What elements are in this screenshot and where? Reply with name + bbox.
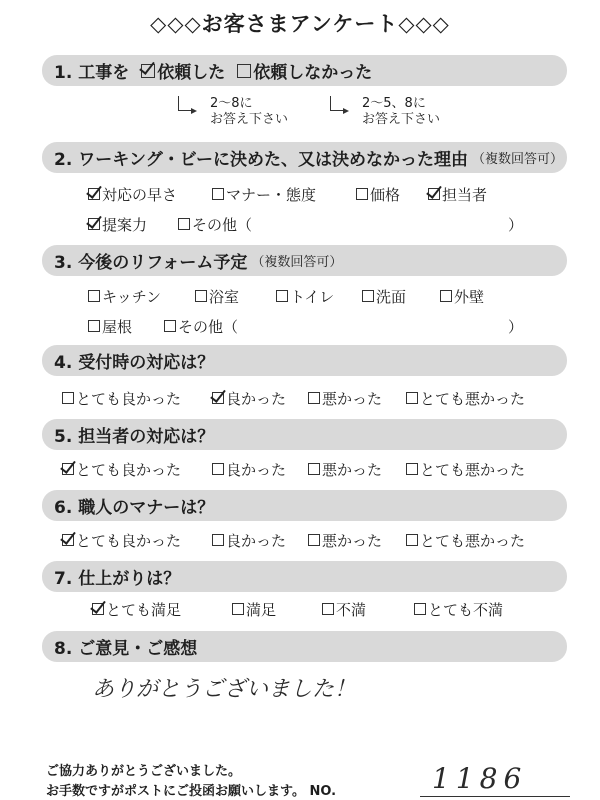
q3-checkbox[interactable]: [195, 290, 207, 302]
q2-checkbox[interactable]: [356, 188, 368, 200]
q8-comment[interactable]: ありがとうございました！: [92, 677, 357, 702]
q6-checkbox[interactable]: [212, 534, 224, 546]
q3-options-row-1: [0, 284, 600, 308]
q7-option[interactable]: [322, 599, 366, 620]
q4-option[interactable]: [212, 388, 286, 409]
q2-options-row-1: [0, 182, 600, 206]
q3-option[interactable]: [88, 286, 161, 307]
q5-option-label: 悪かった: [322, 460, 383, 479]
q4-checkbox[interactable]: [406, 392, 418, 404]
question-4-bar: [42, 345, 567, 376]
q5-checkbox[interactable]: [308, 463, 320, 475]
q5-options-row: [0, 457, 600, 481]
q3-checkbox[interactable]: [440, 290, 452, 302]
q5-option[interactable]: [62, 459, 181, 480]
q2-option-label: 提案力: [102, 215, 148, 234]
q4-option-label: 悪かった: [322, 389, 383, 408]
q3-option-label: 外壁: [454, 287, 485, 306]
q3-option-label: 洗面: [376, 287, 407, 306]
q3-option[interactable]: [88, 316, 132, 337]
q4-option-label: 良かった: [226, 389, 287, 408]
q2-option[interactable]: [88, 184, 177, 205]
question-7-label: 7. 仕上がりは？: [54, 569, 181, 589]
q2-checkbox[interactable]: [212, 188, 224, 200]
q5-option-label: とても良かった: [76, 460, 182, 479]
q2-checkbox[interactable]: [428, 188, 440, 200]
q1-yes-checkbox[interactable]: [141, 64, 155, 78]
q6-option-label: とても良かった: [76, 531, 182, 550]
q1-no-label: 依頼しなかった: [253, 63, 373, 83]
q3-option-label: その他（: [178, 317, 239, 336]
q2-checkbox[interactable]: [88, 188, 100, 200]
q3-option[interactable]: [362, 286, 406, 307]
q4-checkbox[interactable]: [212, 392, 224, 404]
footer-instructions: お手数ですがポストにご投函お願いします。 NO.: [46, 784, 337, 799]
q5-checkbox[interactable]: [212, 463, 224, 475]
question-8-label: 8. ご意見・ご感想: [54, 639, 198, 659]
q1-no-checkbox[interactable]: [237, 64, 251, 78]
q4-checkbox[interactable]: [308, 392, 320, 404]
q1-hint-yes-line1: 2～8に: [210, 96, 253, 111]
q6-checkbox[interactable]: [62, 534, 74, 546]
q6-option-label: 悪かった: [322, 531, 383, 550]
q2-checkbox[interactable]: [88, 218, 100, 230]
arrow-icon: [178, 96, 193, 111]
q2-checkbox[interactable]: [178, 218, 190, 230]
q7-checkbox[interactable]: [414, 603, 426, 615]
q7-checkbox[interactable]: [322, 603, 334, 615]
q1-hint-yes-line2: お答え下さい: [210, 112, 289, 127]
question-7-bar: [42, 561, 567, 592]
footer-thanks: ご協力ありがとうございました。: [46, 764, 242, 779]
q2-option-label: マナー・態度: [226, 185, 317, 204]
q7-checkbox[interactable]: [232, 603, 244, 615]
number-underline: [420, 796, 570, 797]
q4-option-label: とても悪かった: [420, 389, 526, 408]
q5-checkbox[interactable]: [62, 463, 74, 475]
survey-title: ◇◇◇お客さまアンケート◇◇◇: [150, 12, 450, 36]
q5-option-label: とても悪かった: [420, 460, 526, 479]
question-8-bar: [42, 631, 567, 662]
question-3-note: （複数回答可）: [251, 255, 343, 270]
q3-option-label: キッチン: [102, 287, 161, 306]
q2-option-label: その他（: [192, 215, 253, 234]
q2-option-label: 価格: [370, 185, 401, 204]
q3-option-label: 浴室: [209, 287, 240, 306]
q4-option-label: とても良かった: [76, 389, 182, 408]
q4-option[interactable]: [62, 388, 181, 409]
q3-option[interactable]: [276, 286, 334, 307]
q3-checkbox[interactable]: [88, 290, 100, 302]
q3-option-label: 屋根: [102, 317, 133, 336]
q6-option[interactable]: [308, 530, 382, 551]
q6-option-label: とても悪かった: [420, 531, 526, 550]
q6-checkbox[interactable]: [406, 534, 418, 546]
question-2-bar: [42, 142, 567, 173]
question-5-bar: [42, 419, 567, 450]
q3-option[interactable]: [195, 286, 239, 307]
q3-checkbox[interactable]: [362, 290, 374, 302]
survey-number: 1186: [432, 762, 528, 795]
q1-hint-no-line1: 2～5、8に: [362, 96, 426, 111]
q7-option-label: 満足: [246, 600, 277, 619]
q7-option[interactable]: [92, 599, 181, 620]
q2-option[interactable]: [88, 214, 147, 235]
q6-options-row: [0, 528, 600, 552]
question-6-bar: [42, 490, 567, 521]
q6-option[interactable]: [62, 530, 181, 551]
question-1-label: 1. 工事を: [54, 63, 130, 83]
arrow-icon: [330, 96, 345, 111]
q3-checkbox[interactable]: [164, 320, 176, 332]
q2-option[interactable]: [356, 184, 400, 205]
q2-close-paren: ）: [508, 215, 524, 234]
question-2-label: 2. ワーキング・ビーに決めた、又は決めなかった理由: [54, 150, 469, 170]
q1-option-yes[interactable]: [141, 58, 225, 83]
q4-options-row: [0, 386, 600, 410]
question-3-label: 3. 今後のリフォーム予定: [54, 253, 248, 273]
question-3-bar: [42, 245, 567, 276]
q1-hint-yes: [210, 96, 288, 128]
q3-close-paren: ）: [508, 317, 524, 336]
q3-option[interactable]: [164, 316, 238, 337]
question-4-label: 4. 受付時の対応は？: [54, 353, 215, 373]
q2-options-row-2: [0, 212, 600, 236]
q4-checkbox[interactable]: [62, 392, 74, 404]
q4-option[interactable]: [308, 388, 382, 409]
q3-option-label: トイレ: [290, 287, 335, 306]
question-2-note: （複数回答可）: [472, 152, 564, 167]
q5-option[interactable]: [308, 459, 382, 480]
q2-option-label: 担当者: [442, 185, 488, 204]
q6-option-label: 良かった: [226, 531, 287, 550]
q7-option-label: とても不満: [428, 600, 504, 619]
q3-checkbox[interactable]: [88, 320, 100, 332]
q1-hint-no: [362, 96, 440, 128]
q7-option-label: とても満足: [106, 600, 182, 619]
question-1-bar: [42, 55, 567, 86]
q5-option[interactable]: [212, 459, 286, 480]
q5-option[interactable]: [406, 459, 525, 480]
q2-option-label: 対応の早さ: [102, 185, 178, 204]
q4-option[interactable]: [406, 388, 525, 409]
q5-checkbox[interactable]: [406, 463, 418, 475]
q6-option[interactable]: [212, 530, 286, 551]
q1-option-no[interactable]: [237, 58, 372, 83]
q2-option[interactable]: [428, 184, 487, 205]
q3-option[interactable]: [440, 286, 484, 307]
q7-checkbox[interactable]: [92, 603, 104, 615]
question-6-label: 6. 職人のマナーは？: [54, 498, 215, 518]
q7-option[interactable]: [232, 599, 276, 620]
q7-option-label: 不満: [336, 600, 367, 619]
q1-hint-no-line2: お答え下さい: [362, 112, 441, 127]
q5-option-label: 良かった: [226, 460, 287, 479]
q1-yes-label: 依頼した: [157, 63, 226, 83]
q7-options-row: [0, 597, 600, 621]
q7-option[interactable]: [414, 599, 503, 620]
q2-option[interactable]: [178, 214, 252, 235]
q6-option[interactable]: [406, 530, 525, 551]
q2-option[interactable]: [212, 184, 316, 205]
q6-checkbox[interactable]: [308, 534, 320, 546]
q3-checkbox[interactable]: [276, 290, 288, 302]
q3-options-row-2: [0, 314, 600, 338]
question-5-label: 5. 担当者の対応は？: [54, 427, 215, 447]
